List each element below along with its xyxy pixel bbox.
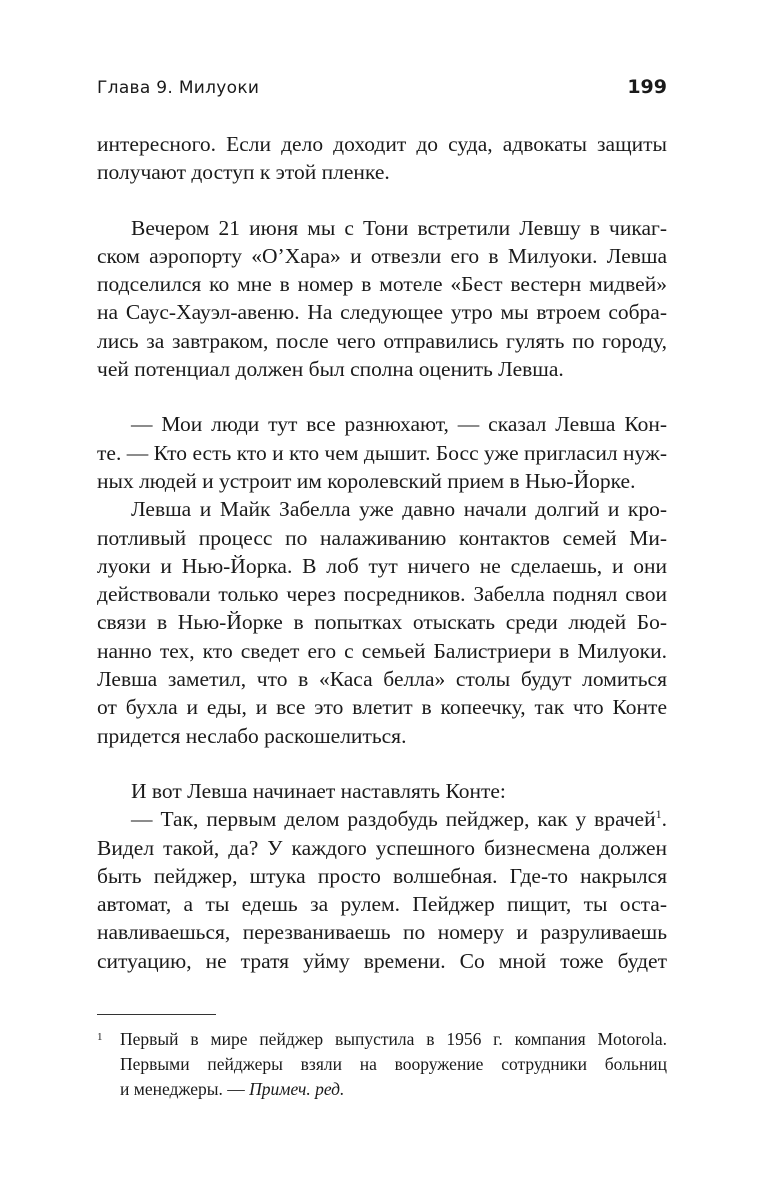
text-line: быть пейджер, штука просто волшебная. Где-то накрылся xyxy=(97,863,667,888)
text-line: Видел такой, да? У каждого успешного бизнесмена должен xyxy=(97,835,667,860)
paragraph-4 xyxy=(97,495,667,750)
text-line: ных людей и устроит им королевский прием в Нью-Йорке. xyxy=(97,468,636,493)
text-line: придется неслабо раскошелиться. xyxy=(97,723,407,748)
text-line: те. — Кто есть кто и кто чем дышит. Босс уже пригласил нуж- xyxy=(97,440,667,465)
text-line: — Мои люди тут все разнюхают, — сказал Левша Кон- xyxy=(131,412,667,437)
footnote-mark: 1 xyxy=(97,1031,103,1043)
body-text xyxy=(97,130,667,975)
page-number: 199 xyxy=(627,76,667,98)
text-line: интересного. Если дело доходит до суда, адвокаты защиты xyxy=(97,132,667,156)
footnote-text: и менеджеры. — xyxy=(120,1079,250,1099)
paragraph-2 xyxy=(97,214,667,384)
text-line: от бухла и еды, и все это влетит в копеечку, так что Конте xyxy=(97,695,667,720)
text-line: ситуацию, не тратя уйму времени. Со мной тоже будет xyxy=(97,948,667,973)
text-line: получают доступ к этой пленке. xyxy=(97,160,390,185)
running-head xyxy=(97,74,667,104)
text-line: на Саус-Хауэл-авеню. На следующее утро мы втроем собра- xyxy=(97,300,667,325)
text-span: . xyxy=(661,807,667,832)
paragraph-3 xyxy=(97,410,667,495)
text-line: действовали только через посредников. Забелла поднял свои xyxy=(97,582,667,607)
footnote-divider xyxy=(97,1014,216,1015)
editor-note: Примеч. ред. xyxy=(249,1079,345,1099)
paragraph-5 xyxy=(97,777,667,805)
text-line: лись за завтраком, после чего отправились гулять по городу, xyxy=(97,328,667,353)
paragraph-6 xyxy=(97,805,667,975)
chapter-title: Глава 9. Милуоки xyxy=(97,78,260,98)
footnote-line: Первыми пейджеры взяли на вооружение сотрудники больниц xyxy=(120,1054,667,1074)
text-line-with-footnote xyxy=(97,805,667,833)
text-line: потливый процесс по налаживанию контактов семей Ми- xyxy=(97,525,667,550)
text-line: связи в Нью-Йорке в попытках отыскать среди людей Бо- xyxy=(97,610,667,635)
text-line: ском аэропорту «О’Хара» и отвезли его в Милуоки. Левша xyxy=(97,243,667,268)
footnote-line xyxy=(97,1077,667,1102)
text-line: И вот Левша начинает наставлять Конте: xyxy=(131,778,506,803)
text-line: подселился ко мне в номер в мотеле «Бест вестерн мидвей» xyxy=(97,272,667,297)
text-span: — Так, первым делом раздобудь пейджер, как у врачей xyxy=(131,807,656,832)
paragraph-1 xyxy=(97,130,667,187)
text-line: Левша и Майк Забелла уже давно начали долгий и кро- xyxy=(131,497,667,522)
footnote-line: Первый в мире пейджер выпустила в 1956 г. компания Motorola. xyxy=(120,1029,667,1049)
text-line: чей потенциал должен был сполна оценить Левша. xyxy=(97,357,564,382)
footnote xyxy=(97,1027,667,1102)
text-line: автомат, а ты едешь за рулем. Пейджер пищит, ты оста- xyxy=(97,892,667,917)
text-line: навливаешься, перезваниваешь по номеру и разруливаешь xyxy=(97,920,667,945)
text-line: Вечером 21 июня мы с Тони встретили Левшу в чикаг- xyxy=(131,215,667,240)
text-line: луоки и Нью-Йорка. В лоб тут ничего не сделаешь, и они xyxy=(97,553,667,578)
text-line: Левша заметил, что в «Каса белла» столы будут ломиться xyxy=(97,667,667,692)
footnote-reference[interactable]: 1 xyxy=(655,807,662,822)
text-line: нанно тех, кто сведет его с семьей Балистриери в Милуоки. xyxy=(97,638,667,663)
